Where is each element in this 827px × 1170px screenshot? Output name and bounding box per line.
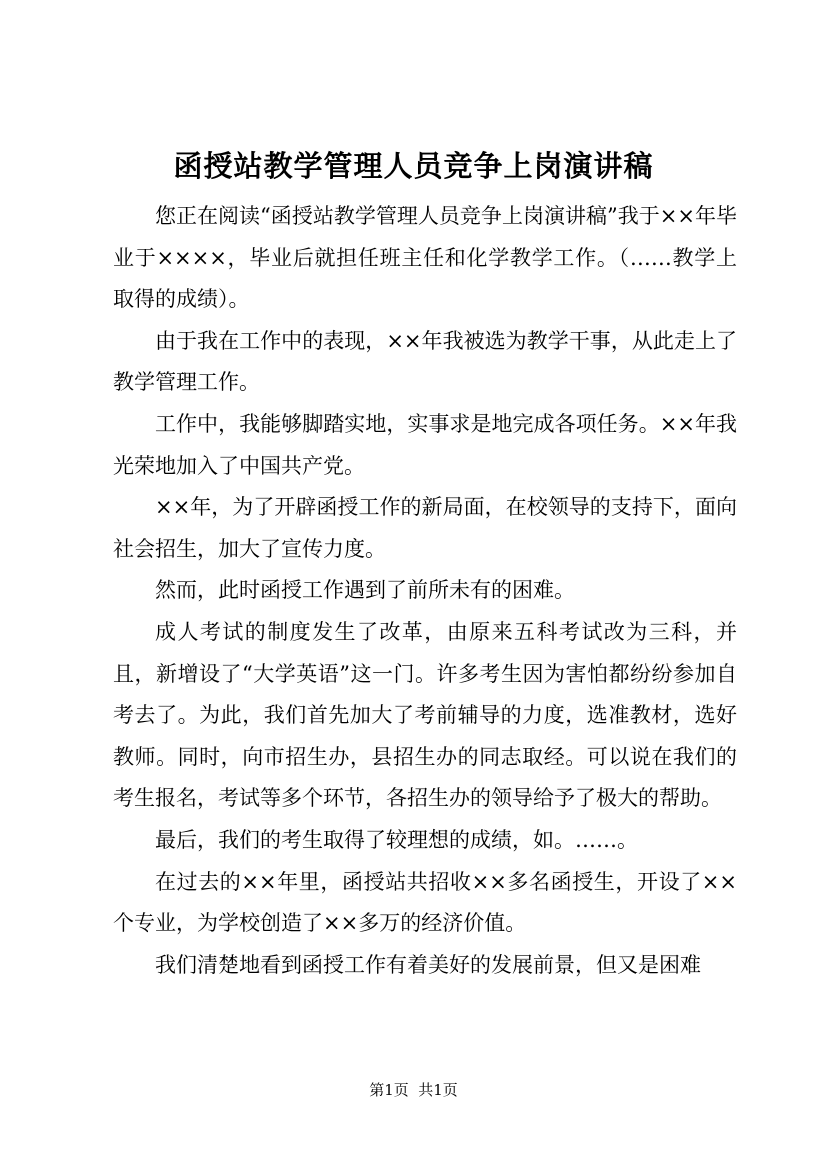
paragraph: 然而，此时函授工作遇到了前所未有的困难。 xyxy=(155,578,575,603)
paragraph: 成人考试的制度发生了改革，由原来五科考试改为三科，并且，新增设了“大学英语”这一门。许多考生因为害怕都纷纷参加自考去了。为此，我们首先加大了考前辅导的力度，选准教材，选好教师。同时，向市招生办，县招生办的同志取经。可以说在我们的考生报名，考试等多个环节，各招生办的领导给予了极大的帮助。 xyxy=(113,619,737,811)
document-body xyxy=(113,196,737,986)
paragraph: 我们清楚地看到函授工作有着美好的发展前景，但又是困难 xyxy=(155,952,701,977)
paragraph: 最后，我们的考生取得了较理想的成绩，如。……。 xyxy=(155,827,638,852)
paragraph: 您正在阅读“函授站教学管理人员竞争上岗演讲稿”我于××年毕业于××××，毕业后就担任班主任和化学教学工作。（……教学上取得的成绩）。 xyxy=(113,204,737,312)
page-footer xyxy=(0,1080,827,1100)
paragraph: 在过去的××年里，函授站共招收××多名函授生，开设了××个专业，为学校创造了××多万的经济价值。 xyxy=(113,869,737,936)
document-title: 函授站教学管理人员竞争上岗演讲稿 xyxy=(173,149,654,183)
paragraph: 工作中，我能够脚踏实地，实事求是地完成各项任务。××年我光荣地加入了中国共产党。 xyxy=(113,411,737,478)
paragraph: ××年，为了开辟函授工作的新局面，在校领导的支持下，面向社会招生，加大了宣传力度。 xyxy=(113,495,737,561)
paragraph: 由于我在工作中的表现，××年我被选为教学干事，从此走上了教学管理工作。 xyxy=(113,328,737,395)
page-number: 第1页 共1页 xyxy=(369,1081,458,1099)
